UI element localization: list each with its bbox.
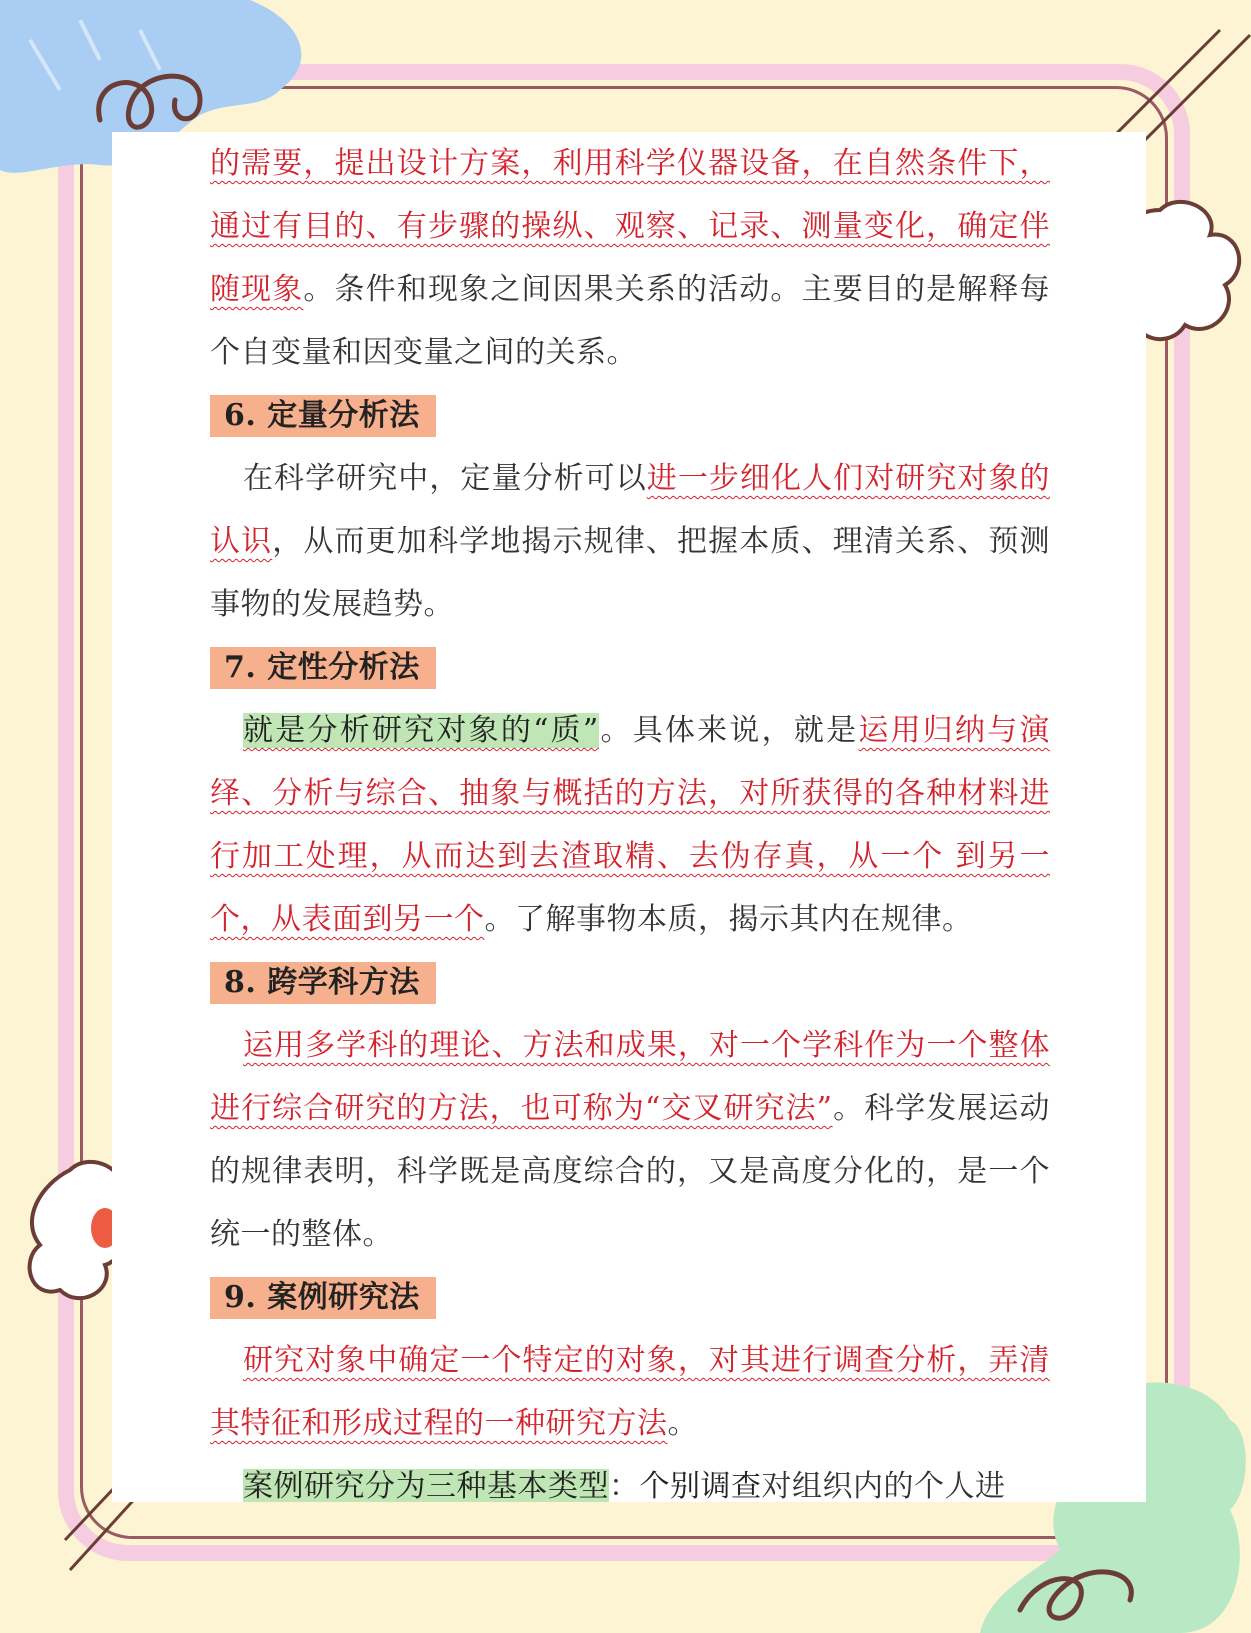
- red-text: 运用多学科的理论、方法和成果，对一个学科作为一个整体进行综合研究的方法，也可称为“交叉研究法”: [210, 1028, 1050, 1126]
- intro-paragraph: [210, 132, 1050, 384]
- section7-paragraph: [210, 699, 1050, 951]
- red-text: 运用归纳与演绎、分析与综合、抽象与概括的方法，对所获得的各种材料进行加工处理，从而达到去渣取精、去伪存真，从一个 到另一个，从表面到另一个: [210, 713, 1050, 937]
- section-heading-7: 7. 定性分析法: [210, 647, 436, 689]
- red-text: 进一步细化人们对研究对象的认识: [210, 461, 1051, 559]
- plain-text: 。了解事物本质，揭示其内在规律。: [484, 902, 973, 937]
- section9-types-paragraph: [210, 1455, 1050, 1502]
- plain-text: ，从而更加科学地揭示规律、把握本质、理清关系、预测事物的发展趋势。: [210, 524, 1051, 622]
- plain-text: 。条件和现象之间因果关系的活动。主要目的是解释每个自变量和因变量之间的关系。: [210, 272, 1051, 370]
- underlined-term: 个别调查: [639, 1469, 762, 1502]
- green-highlight-text: 案例研究分为三种基本类型: [243, 1469, 609, 1502]
- plain-text: ：: [609, 1469, 640, 1502]
- green-highlight-text: 就是分析研究对象的“质”: [243, 713, 599, 748]
- section9-paragraph: [210, 1329, 1050, 1455]
- plain-text: 。具体来说，就是: [598, 713, 859, 748]
- plain-text: 在科学研究中，定量分析可以: [243, 461, 647, 496]
- document-content: [210, 132, 1050, 1502]
- document-page: [112, 132, 1146, 1502]
- section-heading-9: 9. 案例研究法: [210, 1277, 436, 1319]
- section-heading-8: 8. 跨学科方法: [210, 962, 436, 1004]
- plain-text: 。: [667, 1406, 698, 1441]
- plain-text: 。科学发展运动的规律表明，科学既是高度综合的，又是高度分化的，是一个统一的整体。: [210, 1091, 1051, 1252]
- section6-paragraph: [210, 447, 1050, 636]
- red-text: 研究对象中确定一个特定的对象，对其进行调查分析，弄清其特征和形成过程的一种研究方法: [210, 1343, 1050, 1441]
- corner-lines-top-right: [1100, 20, 1251, 150]
- section-heading-6: 6. 定量分析法: [210, 395, 436, 437]
- red-text: 的需要，提出设计方案，利用科学仪器设备，在自然条件下，通过有目的、有步骤的操纵、观察、记录、测量变化，确定伴随现象: [210, 146, 1050, 307]
- plain-text: 对组织内的个人进: [761, 1469, 1006, 1502]
- section8-paragraph: [210, 1014, 1050, 1266]
